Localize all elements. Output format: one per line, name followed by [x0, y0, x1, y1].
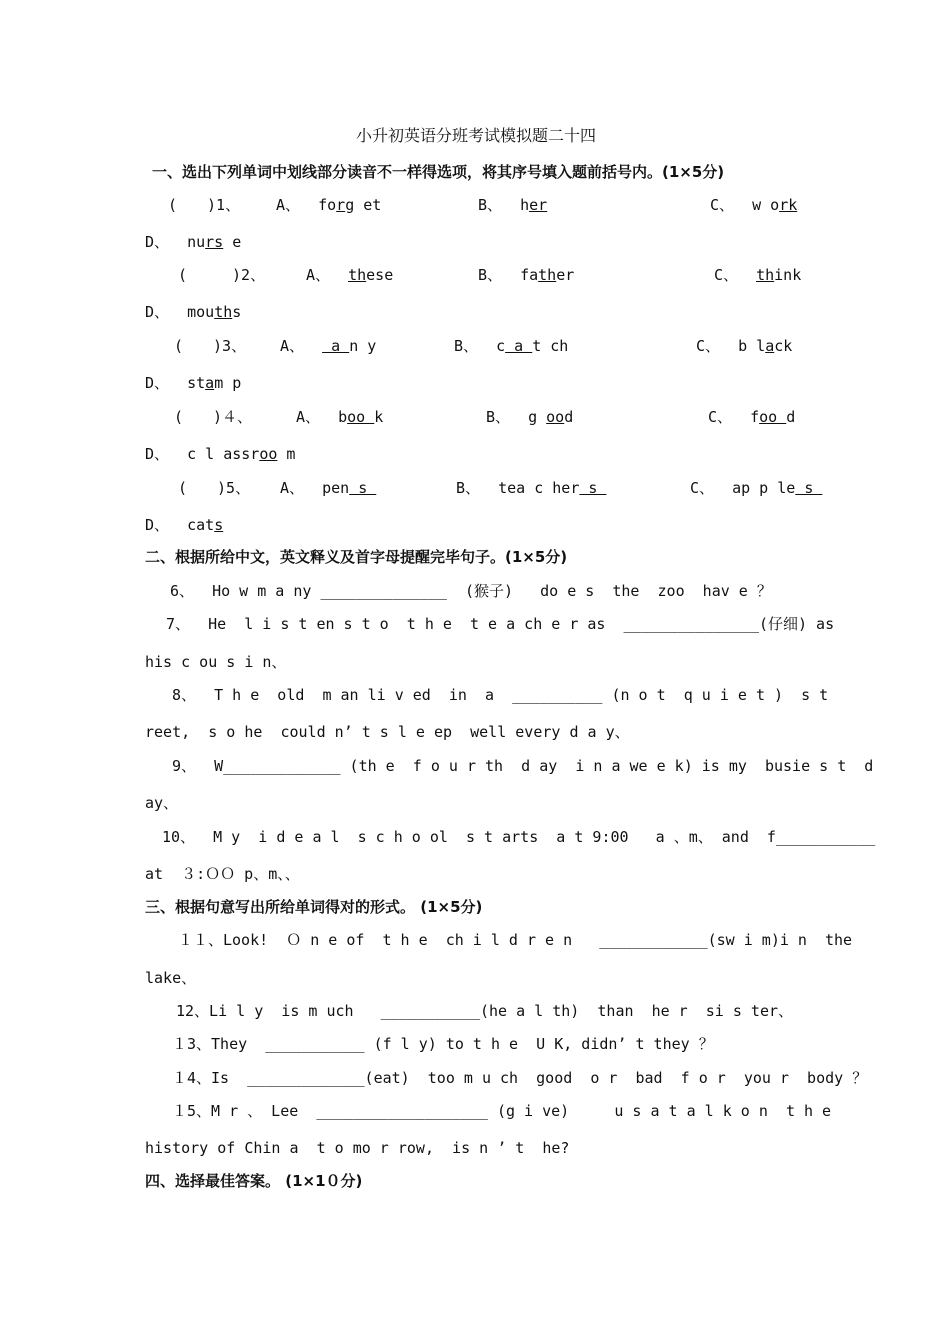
q1-option-a: A、 forg et: [276, 196, 382, 214]
section1-heading: 一、选出下列单词中划线部分读音不一样得选项，将其序号填入题前括号内。(1×5分): [152, 163, 725, 181]
q5-option-b: B、 tea c her s: [456, 479, 607, 497]
question-7: 7、 He l i s t en s t o t h e t e a ch e r as _______________(仔细) as: [166, 615, 835, 633]
question-11: １１、Look! Ｏ n e of t h e ch i l d r e n ____________(sw i m)i n the: [178, 931, 853, 949]
q1-option-c: C、 w ork: [710, 196, 798, 214]
q1-number: ( )1、: [168, 196, 241, 214]
section3-heading: 三、根据句意写出所给单词得对的形式。 (1×5分): [145, 898, 483, 916]
q5-number: ( )5、: [178, 479, 251, 497]
question-12: 12、Li l y is m uch ___________(he a l th) than he r si s ter、: [176, 1002, 793, 1020]
q4-option-d: D、 c l assroo m: [145, 445, 296, 463]
question-6: 6、 Ho w m a ny ______________ (猴子) do e s the zoo hav e ？: [170, 582, 772, 600]
question-13: １3、They ___________ (f l y) to t h e U K, didn’ t they ？: [172, 1035, 714, 1053]
q2-option-d: D、 mouths: [145, 303, 242, 321]
question-11-cont: lake、: [145, 969, 197, 987]
question-15: １5、M r 、 Lee ___________________ (g i ve) u s a t a l k o n t h e: [172, 1102, 832, 1120]
question-9: 9、 W_____________ (th e f o u r th d ay i n a we e k) is my busie s t d: [172, 757, 874, 775]
q3-option-b: B、 c a t ch: [454, 337, 569, 355]
q4-option-c: C、 foo d: [708, 408, 796, 426]
question-8-cont: reet, s o he could n’ t s l e ep well every d a y、: [145, 723, 630, 741]
question-14: １4、Is _____________(eat) too m u ch good o r bad f o r you r body ？: [172, 1069, 868, 1087]
q3-number: ( )3、: [174, 337, 247, 355]
question-10: 10、 M y i d e a l s c h o ol s t arts a t 9:00 a 、m、 and f___________: [162, 828, 876, 846]
q2-number: ( )2、: [178, 266, 266, 284]
q1-option-d: D、 nurs e: [145, 233, 242, 251]
question-7-cont: his c ou s i n、: [145, 653, 287, 671]
q5-option-a: A、 pen s: [280, 479, 377, 497]
q5-option-c: C、 ap p le s: [690, 479, 823, 497]
section2-heading: 二、根据所给中文，英文释义及首字母提醒完毕句子。(1×5分): [145, 548, 568, 566]
q1-option-b: B、 her: [478, 196, 548, 214]
q4-option-b: B、 g ood: [486, 408, 574, 426]
q3-option-d: D、 stam p: [145, 374, 242, 392]
page-title: 小升初英语分班考试模拟题二十四: [356, 126, 597, 145]
q2-option-c: C、 think: [714, 266, 802, 284]
section4-heading: 四、选择最佳答案。 (1×1０分): [145, 1172, 363, 1190]
q3-option-c: C、 b lack: [696, 337, 793, 355]
q4-number: ( )４、: [174, 408, 253, 426]
q2-option-b: B、 father: [478, 266, 575, 284]
q4-option-a: A、 boo k: [296, 408, 384, 426]
q3-option-a: A、 a n y: [280, 337, 377, 355]
question-8: 8、 T h e old m an li v ed in a __________ (n o t q u i e t ) s t: [172, 686, 829, 704]
question-9-cont: ay、: [145, 794, 179, 812]
q2-option-a: A、 these: [306, 266, 394, 284]
q5-option-d: D、 cats: [145, 516, 224, 534]
question-10-cont: at ３:ＯＯ p、m、、: [145, 865, 300, 883]
question-15-cont: history of Chin a t o mo r row, is n ’ t he?: [145, 1139, 570, 1157]
